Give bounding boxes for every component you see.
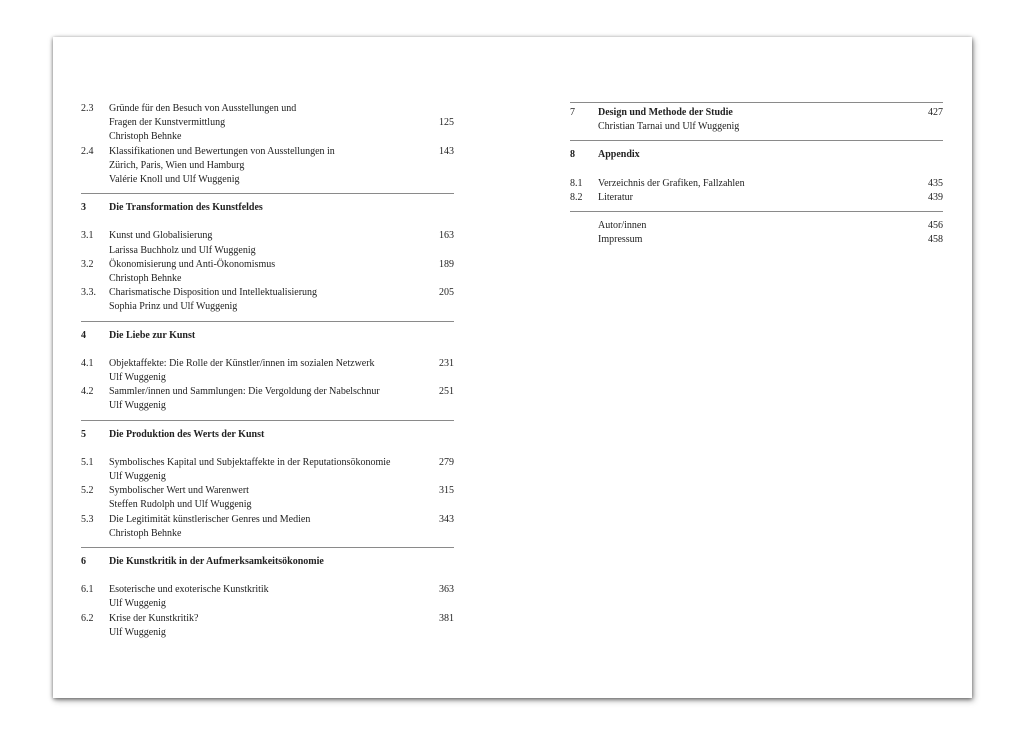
toc-entry[interactable]	[81, 484, 454, 512]
toc-entry[interactable]	[81, 258, 454, 286]
toc-title-line: Autor/innen	[598, 220, 647, 232]
spacer	[81, 442, 454, 456]
toc-title-line: Appendix	[598, 149, 640, 161]
toc-left-page	[81, 102, 454, 640]
toc-entry[interactable]	[81, 286, 454, 314]
toc-subline: Ulf Wuggenig	[109, 471, 166, 483]
toc-title-line: Esoterische und exoterische Kunstkritik	[109, 584, 269, 596]
toc-title-line: Symbolisches Kapital und Subjektaffekte in der Reputationsökonomie	[109, 456, 391, 468]
toc-subline: Ulf Wuggenig	[109, 626, 166, 638]
toc-number: 8	[570, 149, 575, 161]
toc-entry[interactable]	[570, 219, 943, 233]
toc-entry[interactable]	[570, 191, 943, 205]
spacer	[81, 215, 454, 229]
toc-page-number: 427	[928, 107, 943, 118]
toc-number: 5.3	[81, 513, 94, 525]
toc-subline: Steffen Rudolph und Ulf Wuggenig	[109, 499, 252, 511]
spacer	[570, 163, 943, 177]
toc-page-number: 435	[928, 177, 943, 189]
toc-title-block	[109, 102, 424, 145]
toc-section-heading[interactable]	[570, 148, 943, 162]
toc-title-block	[109, 286, 424, 314]
toc-number: 6.1	[81, 584, 94, 596]
toc-page-number: 189	[439, 258, 454, 270]
toc-number: 3.1	[81, 230, 94, 242]
toc-title-line: Design und Methode der Studie	[598, 107, 733, 118]
section-divider	[81, 547, 454, 548]
toc-page-number: 279	[439, 456, 454, 468]
toc-title-block	[598, 148, 913, 162]
toc-title-block	[598, 191, 913, 205]
toc-number: 3.3.	[81, 287, 96, 299]
toc-title-line: Klassifikationen und Bewertungen von Ausstellungen in	[109, 145, 335, 157]
toc-page-number: 456	[928, 220, 943, 232]
section-divider	[81, 193, 454, 194]
toc-title-block	[109, 428, 424, 442]
toc-entry[interactable]	[570, 106, 943, 134]
toc-number: 8.1	[570, 177, 583, 189]
toc-title-block	[109, 612, 424, 640]
toc-entry[interactable]	[570, 177, 943, 191]
toc-page-number: 381	[439, 612, 454, 624]
toc-number: 6.2	[81, 612, 94, 624]
toc-title-line: Impressum	[598, 234, 643, 246]
toc-entry[interactable]	[570, 233, 943, 247]
toc-section-heading[interactable]	[81, 555, 454, 569]
toc-title-block	[598, 219, 913, 233]
toc-title-line: Die Produktion des Werts der Kunst	[109, 428, 265, 440]
toc-title-line: Verzeichnis der Grafiken, Fallzahlen	[598, 177, 745, 189]
toc-entry[interactable]	[81, 229, 454, 257]
toc-title-block	[109, 555, 424, 569]
toc-entry[interactable]	[81, 357, 454, 385]
toc-entry[interactable]	[81, 513, 454, 541]
toc-page-number: 143	[439, 145, 454, 157]
toc-subline: Christoph Behnke	[109, 273, 182, 285]
toc-title-block	[109, 329, 424, 343]
toc-page-number: 458	[928, 234, 943, 246]
toc-right-page	[570, 102, 943, 247]
toc-title-block	[109, 456, 424, 484]
toc-subline: Fragen der Kunstvermittlung	[109, 117, 226, 129]
toc-title-line: Sammler/innen und Sammlungen: Die Vergoldung der Nabelschnur	[109, 386, 380, 398]
toc-number: 8.2	[570, 191, 583, 203]
toc-entry[interactable]	[81, 612, 454, 640]
section-divider	[81, 420, 454, 421]
toc-number: 7	[570, 107, 575, 118]
toc-title-line: Die Kunstkritik in der Aufmerksamkeitsökonomie	[109, 556, 324, 568]
toc-entry[interactable]	[81, 583, 454, 611]
toc-number: 4	[81, 329, 86, 341]
toc-section-heading[interactable]	[81, 428, 454, 442]
toc-subline: Valérie Knoll und Ulf Wuggenig	[109, 174, 240, 186]
toc-title-block	[109, 229, 424, 257]
toc-page-number: 439	[928, 191, 943, 203]
toc-entry[interactable]	[81, 102, 454, 145]
toc-title-block	[109, 145, 424, 188]
toc-title-line: Die Legitimität künstlerischer Genres und Medien	[109, 513, 311, 525]
toc-title-line: Charismatische Disposition und Intellektualisierung	[109, 287, 318, 299]
toc-title-block	[109, 258, 424, 286]
toc-entry[interactable]	[81, 385, 454, 413]
section-divider	[570, 140, 943, 141]
toc-title-block	[598, 106, 913, 134]
toc-number: 5.1	[81, 456, 94, 468]
toc-subline: Ulf Wuggenig	[109, 372, 166, 384]
toc-subline: Zürich, Paris, Wien und Hamburg	[109, 159, 245, 171]
toc-subline: Larissa Buchholz und Ulf Wuggenig	[109, 244, 256, 256]
toc-title-block	[598, 177, 913, 191]
toc-subline: Christoph Behnke	[109, 131, 182, 143]
toc-subline: Christian Tarnai und Ulf Wuggenig	[598, 121, 740, 133]
toc-number: 5	[81, 428, 86, 440]
toc-number: 6	[81, 556, 86, 568]
toc-title-block	[109, 484, 424, 512]
toc-title-line: Ökonomisierung und Anti-Ökonomismus	[109, 258, 276, 270]
spacer	[81, 343, 454, 357]
toc-subline: Christoph Behnke	[109, 527, 182, 539]
toc-number: 2.4	[81, 145, 94, 157]
toc-title-line: Symbolischer Wert und Warenwert	[109, 485, 249, 497]
toc-page-number: 363	[439, 584, 454, 596]
toc-page-number: 205	[439, 287, 454, 299]
toc-title-block	[109, 357, 424, 385]
toc-title-line: Literatur	[598, 191, 633, 203]
toc-number: 2.3	[81, 103, 94, 114]
toc-number: 5.2	[81, 485, 94, 497]
toc-section-heading[interactable]	[81, 201, 454, 215]
toc-entry[interactable]	[81, 456, 454, 484]
section-divider	[570, 102, 943, 103]
toc-title-line: Kunst und Globalisierung	[109, 230, 213, 242]
toc-page-number: 343	[439, 513, 454, 525]
toc-title-line: Gründe für den Besuch von Ausstellungen und	[109, 103, 297, 114]
toc-subline: Sophia Prinz und Ulf Wuggenig	[109, 301, 238, 313]
toc-title-block	[109, 201, 424, 215]
toc-page-number: 163	[439, 230, 454, 242]
toc-entry[interactable]	[81, 145, 454, 188]
toc-title-line: Krise der Kunstkritik?	[109, 612, 199, 624]
toc-title-line: Die Transformation des Kunstfeldes	[109, 202, 263, 214]
toc-page-number: 251	[439, 386, 454, 398]
toc-subline: Ulf Wuggenig	[109, 400, 166, 412]
toc-title-line: Objektaffekte: Die Rolle der Künstler/innen im sozialen Netzwerk	[109, 357, 375, 369]
toc-number: 3	[81, 202, 86, 214]
toc-title-block	[598, 233, 913, 247]
toc-number: 3.2	[81, 258, 94, 270]
toc-title-block	[109, 513, 424, 541]
toc-section-heading[interactable]	[81, 329, 454, 343]
toc-title-block	[109, 583, 424, 611]
book-spread	[53, 37, 972, 698]
toc-number: 4.2	[81, 386, 94, 398]
section-divider	[570, 211, 943, 212]
section-divider	[81, 321, 454, 322]
toc-title-block	[109, 385, 424, 413]
toc-title-line: Die Liebe zur Kunst	[109, 329, 196, 341]
toc-page-number: 231	[439, 357, 454, 369]
toc-number: 4.1	[81, 357, 94, 369]
toc-subline: Ulf Wuggenig	[109, 598, 166, 610]
spacer	[81, 569, 454, 583]
toc-page-number: 315	[439, 485, 454, 497]
toc-page-number: 125	[439, 117, 454, 129]
